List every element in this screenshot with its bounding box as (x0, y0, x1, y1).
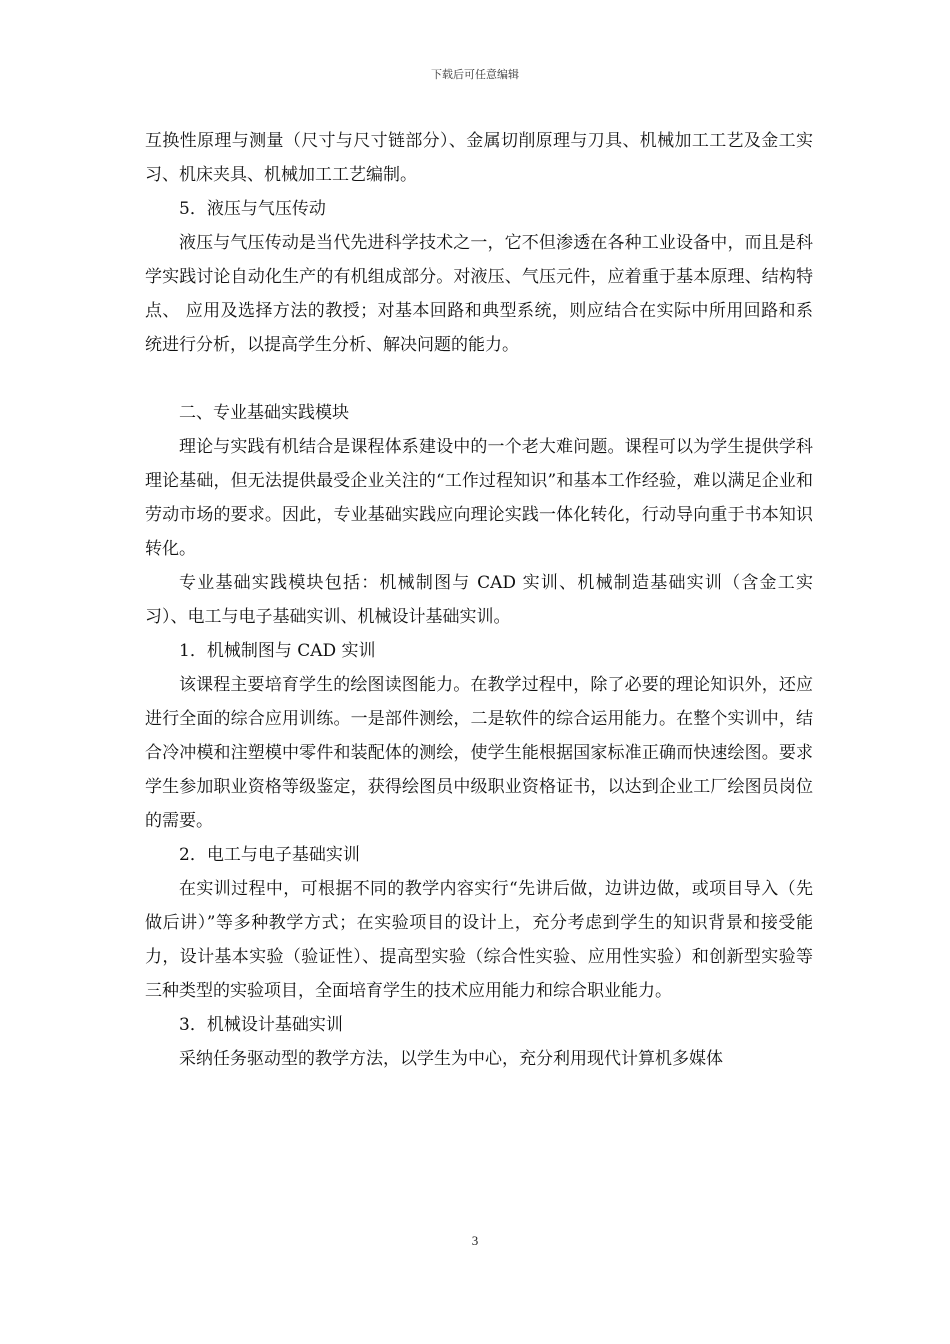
paragraph-electrical-training: 在实训过程中，可根据不同的教学内容实行“先讲后做，边讲边做，或项目导入（先做后讲）”等多种教学方式；在实验项目的设计上，充分考虑到学生的知识背景和接受能力，设计基本实验（验证性）、提高型实验（综合性实验、应用性实验）和创新型实验等三种类型的实验项目，全面培育学生的技术应用能力和综合职业能力。 (145, 879, 813, 1001)
paragraph-module-contents: 专业基础实践模块包括：机械制图与 CAD 实训、机械制造基础实训（含金工实习）、电工与电子基础实训、机械设计基础实训。 (145, 573, 813, 627)
page-number: 3 (471, 1233, 479, 1248)
heading-electrical-training: 2．电工与电子基础实训 (179, 845, 360, 865)
paragraph-hydraulics: 液压与气压传动是当代先进科学技术之一，它不但渗透在各种工业设备中，而且是科学实践讨论自动化生产的有机组成部分。对液压、气压元件，应着重于基本原理、结构特点、 应用及选择方法的教授；对基本回路和典型系统，则应结合在实际中所用回路和系统进行分析，以提高学生分析、解决问题的能力。 (145, 233, 813, 355)
heading-mechanical-design-training: 3．机械设计基础实训 (179, 1015, 343, 1035)
paragraph-course-list: 互换性原理与测量（尺寸与尺寸链部分）、金属切削原理与刀具、机械加工工艺及金工实习、机床夹具、机械加工工艺编制。 (145, 131, 813, 185)
page-header: 下载后可任意编辑 (431, 68, 519, 81)
heading-cad-training: 1．机械制图与 CAD 实训 (179, 641, 376, 661)
section-heading-practice-module: 二、专业基础实践模块 (179, 403, 349, 423)
document-body (145, 124, 813, 1076)
paragraph-theory-practice: 理论与实践有机结合是课程体系建设中的一个老大难问题。课程可以为学生提供学科理论基础，但无法提供最受企业关注的“工作过程知识”和基本工作经验，难以满足企业和劳动市场的要求。因此，专业基础实践应向理论实践一体化转化，行动导向重于书本知识转化。 (145, 437, 813, 559)
paragraph-cad-training: 该课程主要培育学生的绘图读图能力。在教学过程中，除了必要的理论知识外，还应进行全面的综合应用训练。一是部件测绘，二是软件的综合运用能力。在整个实训中，结合冷冲模和注塑模中零件和装配体的测绘，使学生能根据国家标准正确而快速绘图。要求学生参加职业资格等级鉴定，获得绘图员中级职业资格证书，以达到企业工厂绘图员岗位的需要。 (145, 675, 813, 831)
paragraph-mechanical-design-training: 采纳任务驱动型的教学方法，以学生为中心，充分利用现代计算机多媒体 (179, 1049, 723, 1069)
spacer (145, 362, 813, 396)
heading-hydraulics: 5．液压与气压传动 (179, 199, 326, 219)
